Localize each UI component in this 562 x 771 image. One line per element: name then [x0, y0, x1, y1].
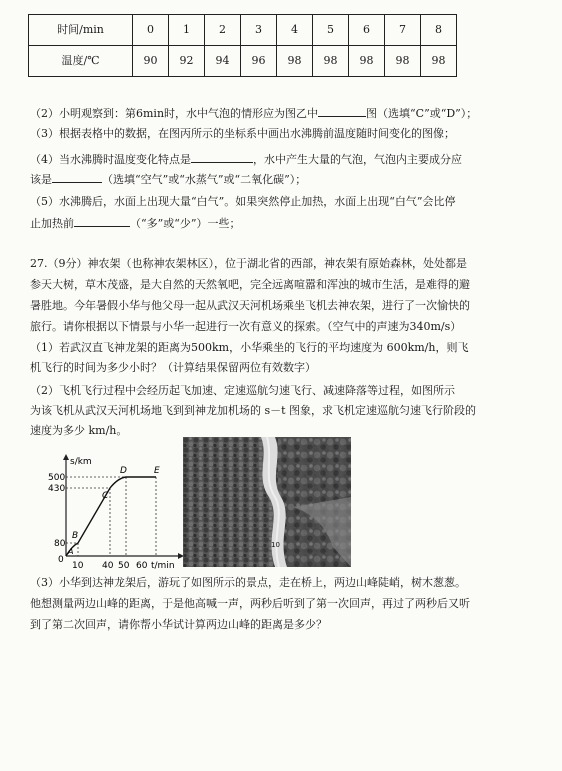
point-label: A	[68, 547, 74, 556]
time-cell: 2	[205, 15, 241, 46]
y-axis-arrow	[63, 454, 69, 460]
x-tick-label: 50	[118, 561, 130, 571]
answer-blank[interactable]	[318, 104, 366, 117]
temp-cell: 98	[349, 46, 385, 77]
y-axis-label: s/km	[70, 457, 92, 467]
row-header-time: 时间/min	[29, 15, 133, 46]
time-cell: 0	[133, 15, 169, 46]
temp-cell: 90	[133, 46, 169, 77]
x-tick-label: 60	[136, 561, 148, 571]
time-cell: 3	[241, 15, 277, 46]
temp-cell: 98	[385, 46, 421, 77]
x-tick-label: 40	[102, 561, 114, 571]
q26-part4: （4）当水沸腾时温度变化特点是 ，水中产生大量的气泡，气泡内主要成分应	[30, 150, 540, 169]
s-t-graph	[26, 452, 184, 572]
x-axis-label: t/min	[151, 561, 175, 571]
q27-intro-4: 旅行。请你根据以下情景与小华一起进行一次有意义的探索。（空气中的声速为340m/s）	[30, 320, 462, 333]
temp-cell: 92	[169, 46, 205, 77]
point-label: B	[72, 531, 79, 541]
table-row	[29, 46, 457, 77]
y-tick-label: 80	[54, 539, 66, 549]
temp-cell: 98	[313, 46, 349, 77]
q27-part1: （1）若武汉直飞神龙架的距离为500km，小华乘坐的飞行的平均速度为 600km/h，则飞	[30, 341, 469, 354]
point-label: D	[120, 466, 127, 476]
temp-cell: 98	[421, 46, 457, 77]
q27-intro-3: 暑胜地。今年暑假小华与他父母一起从武汉天河机场乘坐飞机去神农架，进行了一次愉快的	[30, 299, 470, 312]
q26-part5: （5）水沸腾后，水面上出现大量“白气”。如果突然停止加热，水面上出现“白气”会比停	[30, 195, 456, 208]
q27-intro-2: 参天大树，草木茂盛，是大自然的天然氧吧，完全远离喧嚣和浑浊的城市生活，是难得的避	[30, 278, 470, 291]
q27-part2-cont: 为该飞机从武汉天河机场地飞到到神龙加机场的 s－t 图象，求飞机定速巡航匀速飞行阶段的	[30, 404, 477, 417]
photo-illustration	[183, 437, 351, 567]
q27-part3: （3）小华到达神龙架后，游玩了如图所示的景点，走在桥上，两边山峰陡峭，树木葱葱。	[30, 576, 466, 589]
y-tick-label: 430	[48, 484, 66, 494]
table-row	[29, 15, 457, 46]
y-tick-label: 500	[48, 473, 66, 483]
y-tick-label: 0	[58, 555, 64, 565]
answer-blank[interactable]	[74, 214, 130, 227]
temp-cell: 94	[205, 46, 241, 77]
time-cell: 5	[313, 15, 349, 46]
answer-blank[interactable]	[52, 170, 102, 183]
q27-part2-cont2: 速度为多少 km/h。	[30, 424, 128, 437]
time-cell: 1	[169, 15, 205, 46]
q27-intro-1: 27.（9分）神农架（也称神农架林区），位于湖北省的西部，神农架有原始森林，处处都是	[30, 257, 467, 270]
q27-part3-cont: 他想测量两边山峰的距离，于是他高喊一声，两秒后听到了第一次回声，再过了两秒后又听	[30, 597, 470, 610]
s-t-curve	[66, 477, 156, 556]
q26-part3: （3）根据表格中的数据，在图丙所示的坐标系中画出水沸腾前温度随时间变化的图像；	[30, 127, 455, 140]
q27-part1-cont: 机飞行的时间为多少小时？（计算结果保留两位有效数字）	[30, 361, 316, 374]
temp-cell: 98	[277, 46, 313, 77]
time-cell: 6	[349, 15, 385, 46]
q27-part3-cont2: 到了第二次回声，请你帮小华试计算两边山峰的距离是多少？	[30, 618, 327, 631]
temp-cell: 96	[241, 46, 277, 77]
q26-part5-cont: 止加热前 （“多”或“少”）一些；	[30, 214, 540, 233]
time-cell: 8	[421, 15, 457, 46]
point-label: E	[154, 466, 160, 476]
temperature-time-table	[28, 14, 457, 77]
q26-part2: （2）小明观察到：第6min时，水中气泡的情形应为图乙中 图（选填“C”或“D”）；	[30, 104, 540, 123]
time-cell: 4	[277, 15, 313, 46]
point-label: C	[102, 491, 109, 501]
x-tick-label: 10	[72, 561, 84, 571]
photo-mark: 10	[271, 541, 280, 549]
row-header-temperature: 温度/℃	[29, 46, 133, 77]
q26-part4-cont: 该是 （选填“空气”或“水蒸气”或“二氧化碳”）；	[30, 170, 540, 189]
q27-part2: （2）飞机飞行过程中会经历起飞加速、定速巡航匀速飞行、减速降落等过程，如图所示	[30, 384, 455, 397]
answer-blank[interactable]	[191, 150, 253, 163]
mountain-canyon-photo	[183, 437, 351, 567]
time-cell: 7	[385, 15, 421, 46]
